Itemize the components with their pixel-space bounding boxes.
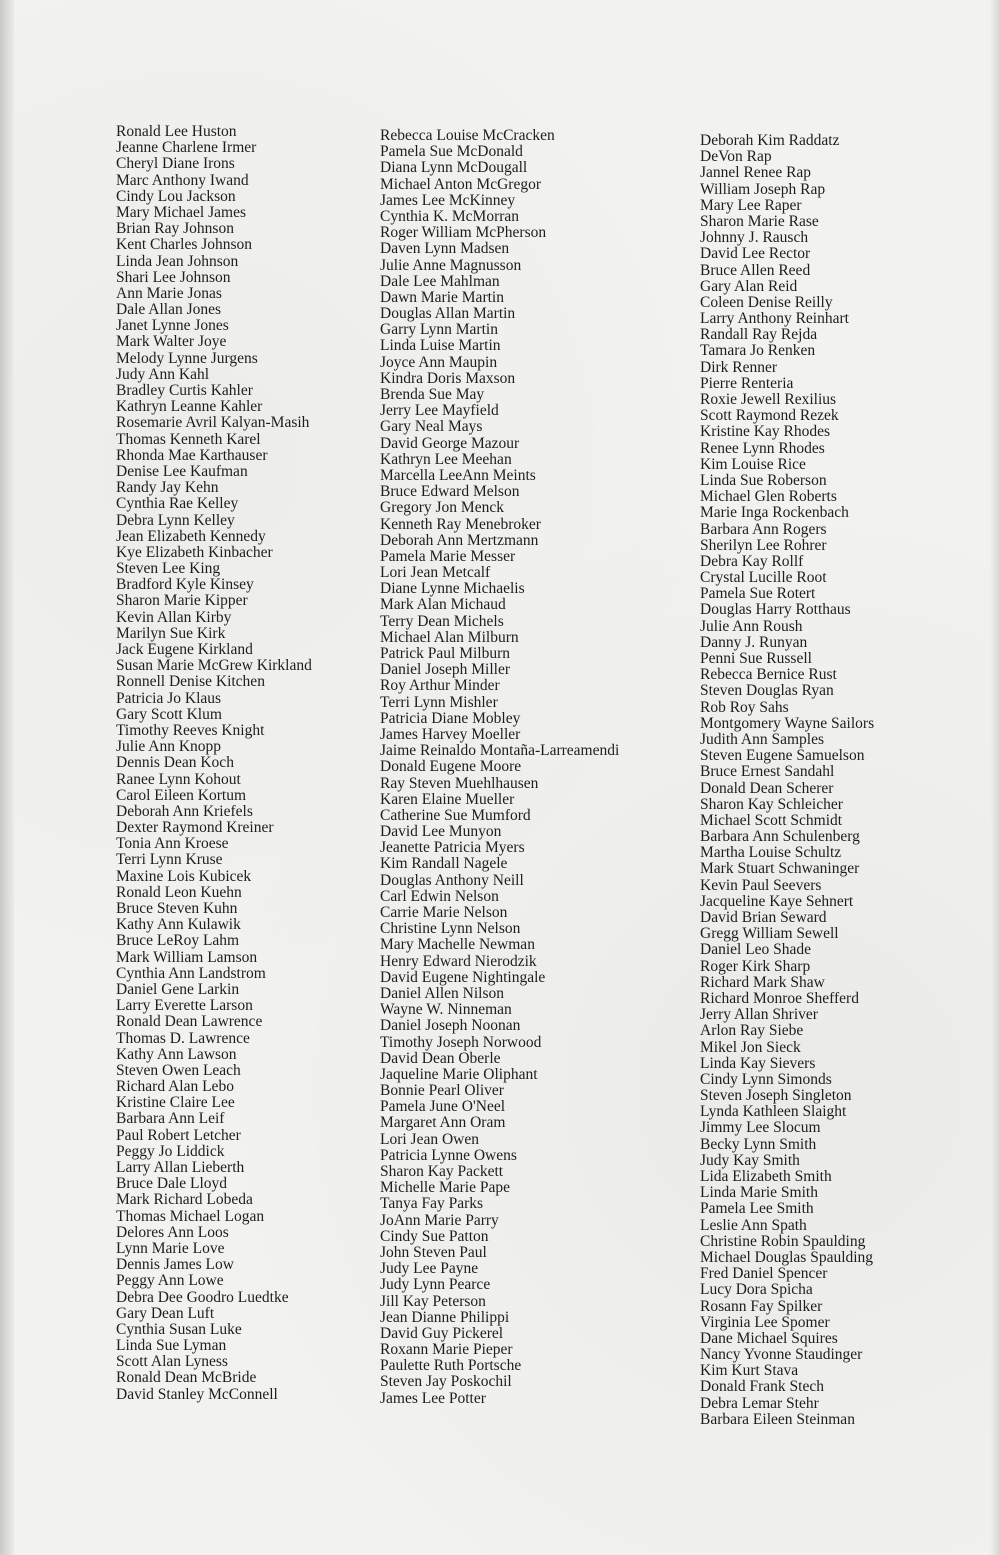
list-item: Kathy Ann Kulawik [116,916,241,934]
list-item: Roxie Jewell Rexilius [700,391,837,408]
list-item: Peggy Jo Liddick [116,1142,225,1160]
list-item: William Joseph Rap [700,180,826,198]
list-item: Mark William Lamson [116,948,258,966]
list-item: Donald Eugene Moore [380,758,522,776]
list-item: Timothy Reeves Knight [116,721,265,739]
list-item: Kim Randall Nagele [380,855,508,873]
list-item: Ray Steven Muehlhausen [380,774,539,792]
list-item: Michael Scott Schmidt [700,811,843,829]
list-item: Christine Robin Spaulding [700,1232,866,1250]
list-item: Scott Raymond Rezek [700,407,839,425]
list-item: Melody Lynne Jurgens [116,349,258,367]
list-item: Ann Marie Jonas [116,284,222,302]
list-item: Cynthia Susan Luke [116,1320,242,1338]
list-item: Bruce Steven Kuhn [116,900,238,917]
list-item: David Stanley McConnell [116,1385,278,1403]
list-item: Ronald Leon Kuehn [116,883,242,901]
list-item: David Guy Pickerel [380,1324,504,1342]
list-item: Thomas Michael Logan [116,1207,265,1225]
list-item: Bruce Edward Melson [380,483,520,501]
list-item: Daniel Joseph Miller [380,661,511,679]
list-item: Barbara Ann Schulenberg [700,828,860,846]
list-item: Julie Anne Magnusson [380,256,522,274]
list-item: Roxann Marie Pieper [380,1341,513,1359]
list-item: Richard Alan Lebo [116,1078,234,1096]
list-item: Kim Louise Rice [700,455,806,473]
list-item: Kim Kurt Stava [700,1362,799,1380]
list-item: Penni Sue Russell [700,650,812,667]
list-item: Mikel Jon Sieck [700,1038,801,1056]
list-item: Virginia Lee Spomer [700,1313,830,1331]
list-item: Dale Allan Jones [116,301,222,319]
list-item: Terry Dean Michels [380,612,504,630]
list-item: Marilyn Sue Kirk [116,624,226,642]
list-item: Linda Marie Smith [700,1184,818,1202]
list-item: Montgomery Wayne Sailors [700,714,875,732]
list-item: Paul Robert Letcher [116,1126,241,1144]
list-item: Cynthia Rae Kelley [116,495,239,513]
list-item: Ronald Dean McBride [116,1369,257,1387]
list-item: Brenda Sue May [380,386,485,403]
list-item: Daniel Leo Shade [700,941,812,959]
list-item: Barbara Eileen Steinman [700,1410,855,1428]
list-item: DeVon Rap [700,148,772,166]
list-item: Maxine Lois Kubicek [116,867,252,885]
list-item: Douglas Harry Rotthaus [700,601,851,619]
list-item: Rebecca Bernice Rust [700,666,837,684]
list-item: Kristine Claire Lee [116,1094,235,1112]
list-item: Jannel Renee Rap [700,164,812,182]
list-item: Peggy Ann Lowe [116,1272,224,1290]
list-item: Jerry Allan Shriver [700,1006,818,1024]
list-item: Michael Glen Roberts [700,488,837,506]
list-item: Ranee Lynn Kohout [116,770,241,788]
list-item: Mark Walter Joye [116,333,227,351]
list-item: Debra Lemar Stehr [700,1394,819,1412]
list-item: Dirk Renner [700,358,778,376]
list-item: Roger Kirk Sharp [700,957,811,975]
list-item: Douglas Anthony Neill [380,871,524,889]
list-item: Michelle Marie Pape [380,1179,510,1197]
list-item: Mark Alan Michaud [380,596,506,614]
list-item: Jean Elizabeth Kennedy [116,527,266,545]
list-item: Johnny J. Rausch [700,229,809,247]
list-item: Dennis Dean Koch [116,754,234,772]
list-item: James Lee Potter [380,1389,486,1407]
list-item: Cynthia Ann Landstrom [116,964,266,982]
list-item: Mark Stuart Schwaninger [700,860,860,878]
list-item: Catherine Sue Mumford [380,806,531,824]
list-item: Jack Eugene Kirkland [116,641,253,658]
list-item: Jaqueline Marie Oliphant [380,1065,538,1083]
list-item: Sharon Kay Schleicher [700,795,843,813]
list-item: Dexter Raymond Kreiner [116,819,274,837]
list-item: Kye Elizabeth Kinbacher [116,543,273,561]
list-item: Lida Elizabeth Smith [700,1168,832,1185]
list-item: David Lee Munyon [380,823,502,841]
list-item: Kevin Paul Seevers [700,876,822,894]
list-item: Daniel Joseph Noonan [380,1017,521,1035]
list-item: Deborah Ann Kriefels [116,802,253,820]
list-item: Daniel Allen Nilson [380,984,504,1002]
list-item: Arlon Ray Siebe [700,1022,804,1040]
list-item: Kevin Allan Kirby [116,608,232,626]
list-item: Timothy Joseph Norwood [380,1033,542,1051]
list-item: James Harvey Moeller [380,725,521,743]
list-item: Richard Mark Shaw [700,973,825,991]
list-item: Diane Lynne Michaelis [380,580,525,598]
list-item: Henry Edward Nierodzik [380,952,537,970]
list-item: Gary Scott Klum [116,705,222,723]
list-item: Marie Inga Rockenbach [700,504,849,522]
list-item: Rosemarie Avril Kalyan-Masih [116,414,310,432]
list-item: Dane Michael Squires [700,1329,838,1347]
list-item: Cindy Lynn Simonds [700,1070,832,1088]
list-item: Kathryn Leanne Kahler [116,398,263,416]
list-item: Gregg William Sewell [700,925,839,943]
list-item: Paulette Ruth Portsche [380,1357,522,1375]
list-item: Danny J. Runyan [700,633,808,651]
list-item: Fred Daniel Spencer [700,1265,828,1283]
list-item: Randy Jay Kehn [116,479,219,497]
list-item: Deborah Kim Raddatz [700,132,840,149]
list-item: Bruce LeRoy Lahm [116,932,240,950]
list-item: Bruce Dale Lloyd [116,1175,228,1193]
list-item: Cynthia K. McMorran [380,207,520,225]
list-item: Martha Louise Schultz [700,844,842,862]
list-item: Rosann Fay Spilker [700,1297,823,1315]
list-item: David Dean Oberle [380,1049,501,1067]
list-item: Terri Lynn Kruse [116,851,223,869]
list-item: Gary Alan Reid [700,277,798,295]
list-item: Dennis James Low [116,1256,234,1274]
list-item: Julie Ann Knopp [116,738,222,756]
list-item: Patricia Jo Klaus [116,689,222,707]
list-item: Nancy Yvonne Staudinger [700,1346,863,1364]
list-item: Donald Frank Stech [700,1378,824,1396]
list-item: Shari Lee Johnson [116,268,231,286]
list-item: Julie Ann Roush [700,617,803,635]
list-item: Carrie Marie Nelson [380,904,508,921]
list-item: David Eugene Nightingale [380,968,546,986]
list-item: Kristine Kay Rhodes [700,423,831,441]
list-item: Jeanne Charlene Irmer [116,139,257,157]
list-item: Jean Dianne Philippi [380,1308,510,1326]
list-item: Lori Jean Owen [380,1130,479,1148]
list-item: Tonia Ann Kroese [116,835,229,853]
list-item: Rob Roy Sahs [700,698,789,716]
list-item: Pamela Lee Smith [700,1200,814,1218]
list-item: Linda Jean Johnson [116,252,239,270]
list-item: Jerry Lee Mayfield [380,402,499,420]
list-item: Steven Joseph Singleton [700,1087,852,1105]
list-item: Thomas D. Lawrence [116,1029,250,1047]
list-item: Deborah Ann Mertzmann [380,531,539,549]
list-item: Gary Neal Mays [380,418,483,436]
list-item: Pamela Marie Messer [380,547,516,565]
list-item: David George Mazour [380,434,520,452]
list-item: Kent Charles Johnson [116,236,253,254]
list-item: Barbara Ann Rogers [700,520,827,538]
list-item: Karen Elaine Mueller [380,790,515,808]
list-item: Daven Lynn Madsen [380,240,510,258]
list-item: Gregory Jon Menck [380,499,504,517]
list-item: Linda Sue Roberson [700,471,827,489]
list-item: Susan Marie McGrew Kirkland [116,657,312,675]
list-item: David Lee Rector [700,245,811,263]
list-item: Bruce Allen Reed [700,261,811,279]
list-item: Cindy Lou Jackson [116,187,236,205]
list-item: Debra Kay Rollf [700,552,804,570]
list-item: Linda Sue Lyman [116,1337,227,1355]
list-item: Cindy Sue Patton [380,1227,489,1245]
list-item: Judy Kay Smith [700,1151,800,1169]
list-item: Michael Douglas Spaulding [700,1248,874,1266]
list-item: Lynda Kathleen Slaight [700,1103,847,1121]
list-item: Pamela Sue McDonald [380,143,523,161]
page-edge-right [990,0,1000,1555]
list-item: Terri Lynn Mishler [380,693,498,711]
list-item: Bradford Kyle Kinsey [116,576,254,594]
list-item: Roger William McPherson [380,224,547,242]
list-item: Kindra Doris Maxson [380,369,516,387]
list-item: Dawn Marie Martin [380,288,504,306]
list-item: Steven Eugene Samuelson [700,747,865,765]
list-item: Bonnie Pearl Oliver [380,1082,504,1100]
list-item: Delores Ann Loos [116,1223,229,1241]
list-item: Judith Ann Samples [700,730,825,748]
list-item: Larry Allan Lieberth [116,1159,245,1176]
list-item: Ronnell Denise Kitchen [116,673,265,691]
list-item: Michael Alan Milburn [380,628,519,646]
list-item: Daniel Gene Larkin [116,980,240,998]
list-item: Pierre Renteria [700,374,794,392]
list-item: Mary Machelle Newman [380,936,535,954]
list-item: Jeanette Patricia Myers [380,839,525,857]
list-item: Judy Lynn Pearce [380,1276,491,1294]
list-item: Margaret Ann Oram [380,1114,506,1132]
list-item: Pamela Sue Rotert [700,585,816,603]
list-item: Mark Richard Lobeda [116,1191,253,1209]
list-item: Patricia Diane Mobley [380,709,521,727]
list-item: Janet Lynne Jones [116,317,229,335]
list-item: Jimmy Lee Slocum [700,1119,821,1137]
name-column-1 [116,124,312,1403]
list-item: John Steven Paul [380,1243,487,1261]
list-item: Christine Lynn Nelson [380,920,521,938]
list-item: Larry Anthony Reinhart [700,310,849,328]
list-item: Sharon Marie Kipper [116,592,248,610]
list-item: Linda Kay Sievers [700,1054,816,1072]
list-item: Sherilyn Lee Rohrer [700,536,827,554]
name-column-2 [380,128,619,1407]
list-item: Dale Lee Mahlman [380,272,500,290]
list-item: Patrick Paul Milburn [380,645,511,662]
list-item: David Brian Seward [700,909,827,926]
list-item: Steven Owen Leach [116,1061,241,1079]
list-item: JoAnn Marie Parry [380,1211,499,1229]
list-item: Sharon Kay Packett [380,1163,504,1180]
list-item: Donald Dean Scherer [700,779,834,797]
list-item: Garry Lynn Martin [380,321,498,339]
list-item: Debra Lynn Kelley [116,511,235,529]
list-item: Becky Lynn Smith [700,1135,817,1153]
list-item: Richard Monroe Shefferd [700,989,859,1007]
list-item: Rebecca Louise McCracken [380,127,555,144]
list-item: Jacqueline Kaye Sehnert [700,892,854,910]
list-item: Patricia Lynne Owens [380,1146,517,1164]
list-item: Kathy Ann Lawson [116,1045,237,1063]
list-item: Steven Douglas Ryan [700,682,834,700]
list-item: Tamara Jo Renken [700,342,816,360]
list-item: Kenneth Ray Menebroker [380,515,541,533]
list-item: Douglas Allan Martin [380,305,516,323]
list-item: Lori Jean Metcalf [380,564,491,582]
list-item: Denise Lee Kaufman [116,462,248,480]
list-item: Cheryl Diane Irons [116,155,235,173]
list-item: Ronald Lee Huston [116,123,237,140]
list-item: Steven Jay Poskochil [380,1373,512,1391]
page-edge-left [0,0,14,1555]
list-item: Sharon Marie Rase [700,212,819,230]
list-item: Scott Alan Lyness [116,1353,228,1371]
name-column-3 [700,133,874,1428]
list-item: Mary Lee Raper [700,196,802,214]
list-item: Carl Edwin Nelson [380,887,499,905]
list-item: Michael Anton McGregor [380,175,541,193]
list-item: Judy Ann Kahl [116,365,209,383]
list-item: Carol Eileen Kortum [116,786,246,804]
list-item: Leslie Ann Spath [700,1216,807,1234]
list-item: Diana Lynn McDougall [380,159,528,177]
list-item: Linda Luise Martin [380,337,501,355]
list-item: James Lee McKinney [380,191,516,209]
list-item: Ronald Dean Lawrence [116,1013,263,1031]
list-item: Joyce Ann Maupin [380,353,498,371]
list-item: Brian Ray Johnson [116,220,234,238]
list-item: Marcella LeeAnn Meints [380,466,536,484]
list-item: Barbara Ann Leif [116,1110,225,1128]
list-item: Jill Kay Peterson [380,1292,486,1310]
list-item: Marc Anthony Iwand [116,171,249,189]
list-item: Randall Ray Rejda [700,326,818,344]
list-item: Larry Everette Larson [116,997,253,1015]
list-item: Judy Lee Payne [380,1260,479,1278]
list-item: Bruce Ernest Sandahl [700,763,835,781]
list-item: Pamela June O'Neel [380,1098,506,1116]
list-item: Jaime Reinaldo Montaña-Larreamendi [380,742,620,760]
list-item: Rhonda Mae Karthauser [116,446,268,464]
list-item: Steven Lee King [116,560,221,578]
list-item: Renee Lynn Rhodes [700,439,825,457]
list-item: Mary Michael James [116,203,246,221]
list-item: Roy Arthur Minder [380,677,500,695]
list-item: Bradley Curtis Kahler [116,382,253,399]
list-item: Kathryn Lee Meehan [380,450,512,468]
list-item: Thomas Kenneth Karel [116,430,261,448]
list-item: Wayne W. Ninneman [380,1001,512,1019]
list-item: Lucy Dora Spicha [700,1281,813,1299]
list-item: Lynn Marie Love [116,1239,225,1257]
list-item: Tanya Fay Parks [380,1195,484,1213]
list-item: Debra Dee Goodro Luedtke [116,1288,289,1306]
list-item: Coleen Denise Reilly [700,293,833,311]
list-item: Gary Dean Luft [116,1304,215,1322]
list-item: Crystal Lucille Root [700,569,827,587]
